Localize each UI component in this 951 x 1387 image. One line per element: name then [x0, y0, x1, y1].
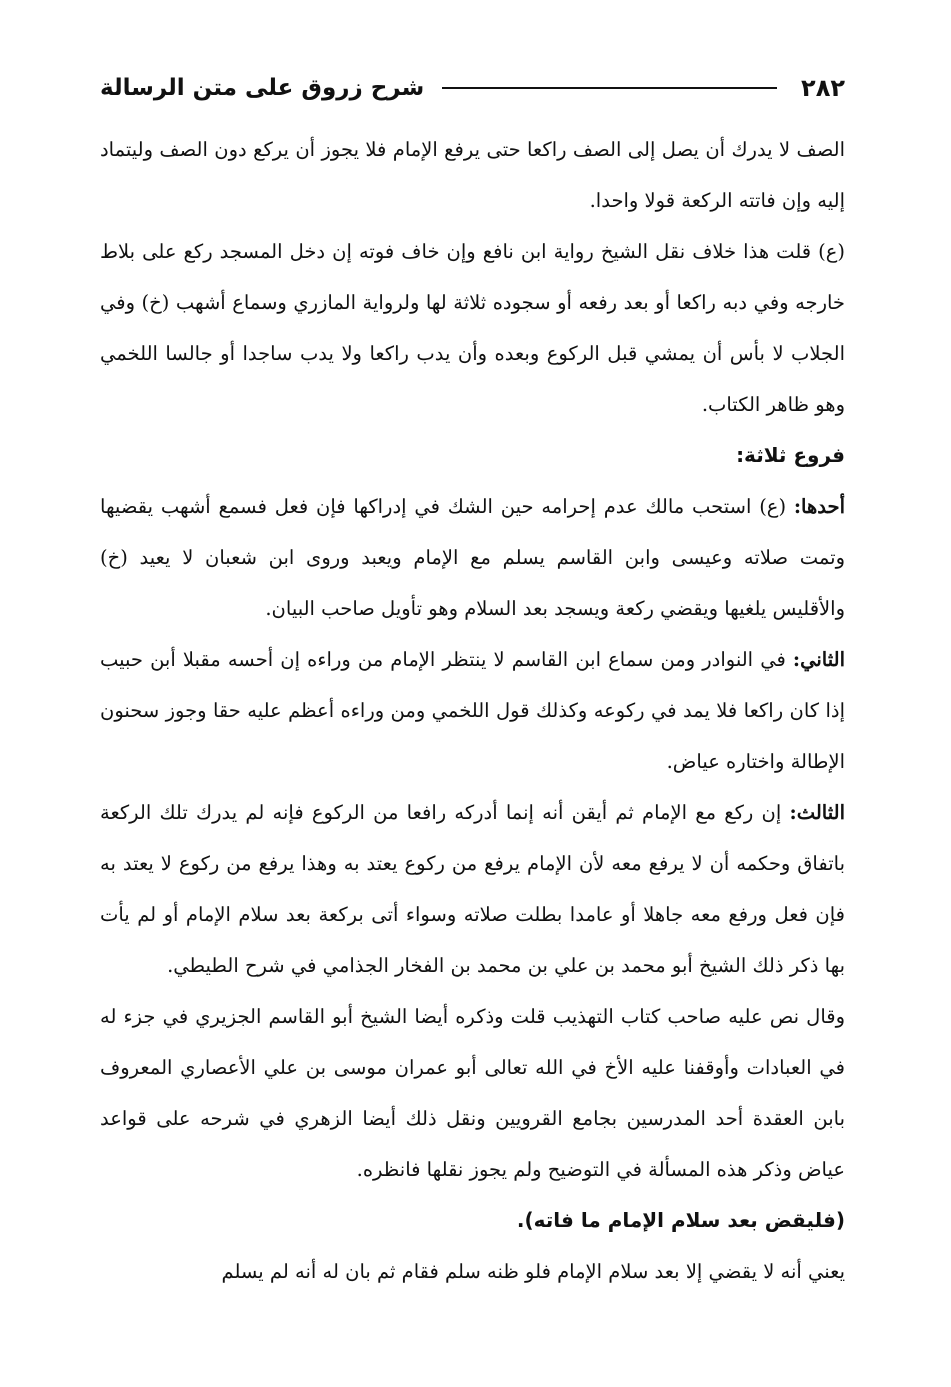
paragraph-first-branch [100, 481, 845, 634]
paragraph-9 [100, 1246, 845, 1297]
paragraph-second-branch [100, 634, 845, 787]
body-text [100, 124, 845, 1297]
paragraph-text: يعني أنه لا يقضي إلا بعد سلام الإمام فلو ظنه سلم فقام ثم بان له أنه لم يسلم [221, 1260, 845, 1283]
paragraph-1 [100, 124, 845, 226]
paragraph-text: (ع) استحب مالك عدم إحرامه حين الشك في إدراكها فإن فعل فسمع أشهب يقضيها وتمت صلاته وعيسى وابن القاسم يسلم مع الإمام ويعبد وروى ابن شعبان لا يعيد (خ) والأقليس يلغيها ويقضي ركعة ويسجد بعد السلام وهو تأويل صاحب البيان. [100, 495, 845, 620]
page-header [100, 64, 845, 112]
paragraph-third-branch [100, 787, 845, 991]
paragraph-lead: أحدها: [793, 495, 845, 518]
running-title: شرح زروق على متن الرسالة [100, 75, 425, 101]
paragraph-text: إن ركع مع الإمام ثم أيقن أنه إنما أدركه رافعا من الركوع فإنه لم يدرك تلك الركعة باتفاق وحكمه أن لا يرفع معه لأن الإمام يرفع من ركوع يعتد به وهذا يرفع من ركوع لا يعتد به فإن فعل ورفع معه جاهلا أو عامدا بطلت صلاته وسواء أتى بركعة بعد سلام الإمام أو لم يأت بها ذكر ذلك الشيخ أبو محمد بن علي بن محمد بن الفخار الجذامي في شرح الطيطي. [100, 801, 845, 977]
paragraph-2 [100, 226, 845, 430]
header-rule [442, 87, 777, 89]
paragraph-text: وقال نص عليه صاحب كتاب التهذيب قلت وذكره أيضا الشيخ أبو القاسم الجزيري في جزء له في العبادات وأوقفنا عليه الأخ في الله تعالى أبو عمران موسى بن علي الأعصاري المعروف بابن العقدة أحد المدرسين بجامع القرويين ونقل ذلك أيضا الزهري في شرحه على قواعد عياض وذكر هذه المسألة في التوضيح ولم يجوز نقلها فانظره. [100, 1005, 845, 1181]
page-number: ٢٨٢ [801, 74, 845, 102]
paragraph-lead: الثالث: [789, 801, 845, 824]
paragraph-7 [100, 991, 845, 1195]
matn-quote-heading: (فليقض بعد سلام الإمام ما فاته). [516, 1208, 845, 1232]
section-heading-three-branches: فروع ثلاثة: [736, 443, 845, 467]
paragraph-text: في النوادر ومن سماع ابن القاسم لا ينتظر الإمام من وراءه إن أحسه مقبلا أبن حبيب إذا كان راكعا فلا يمد في ركوعه وكذلك قول اللخمي ومن وراءه أعظم عليه حقا وجوز سحنون الإطالة واختاره عياض. [100, 648, 845, 773]
paragraph-text: (ع) قلت هذا خلاف نقل الشيخ رواية ابن نافع وإن خاف فوته إن دخل المسجد ركع على بلاط خارجه وفي دبه راكعا أو بعد رفعه أو سجوده ثلاثة لها ولرواية المازري وسماع أشهب (خ) وفي الجلاب لا بأس أن يمشي قبل الركوع وبعده وأن يدب راكعا ولا يدب ساجدا أو جالسا اللخمي وهو ظاهر الكتاب. [100, 240, 845, 416]
paragraph-text: الصف لا يدرك أن يصل إلى الصف راكعا حتى يرفع الإمام فلا يجوز أن يركع دون الصف وليتماد إليه وإن فاتته الركعة قولا واحدا. [100, 138, 845, 212]
paragraph-lead: الثاني: [792, 648, 845, 671]
